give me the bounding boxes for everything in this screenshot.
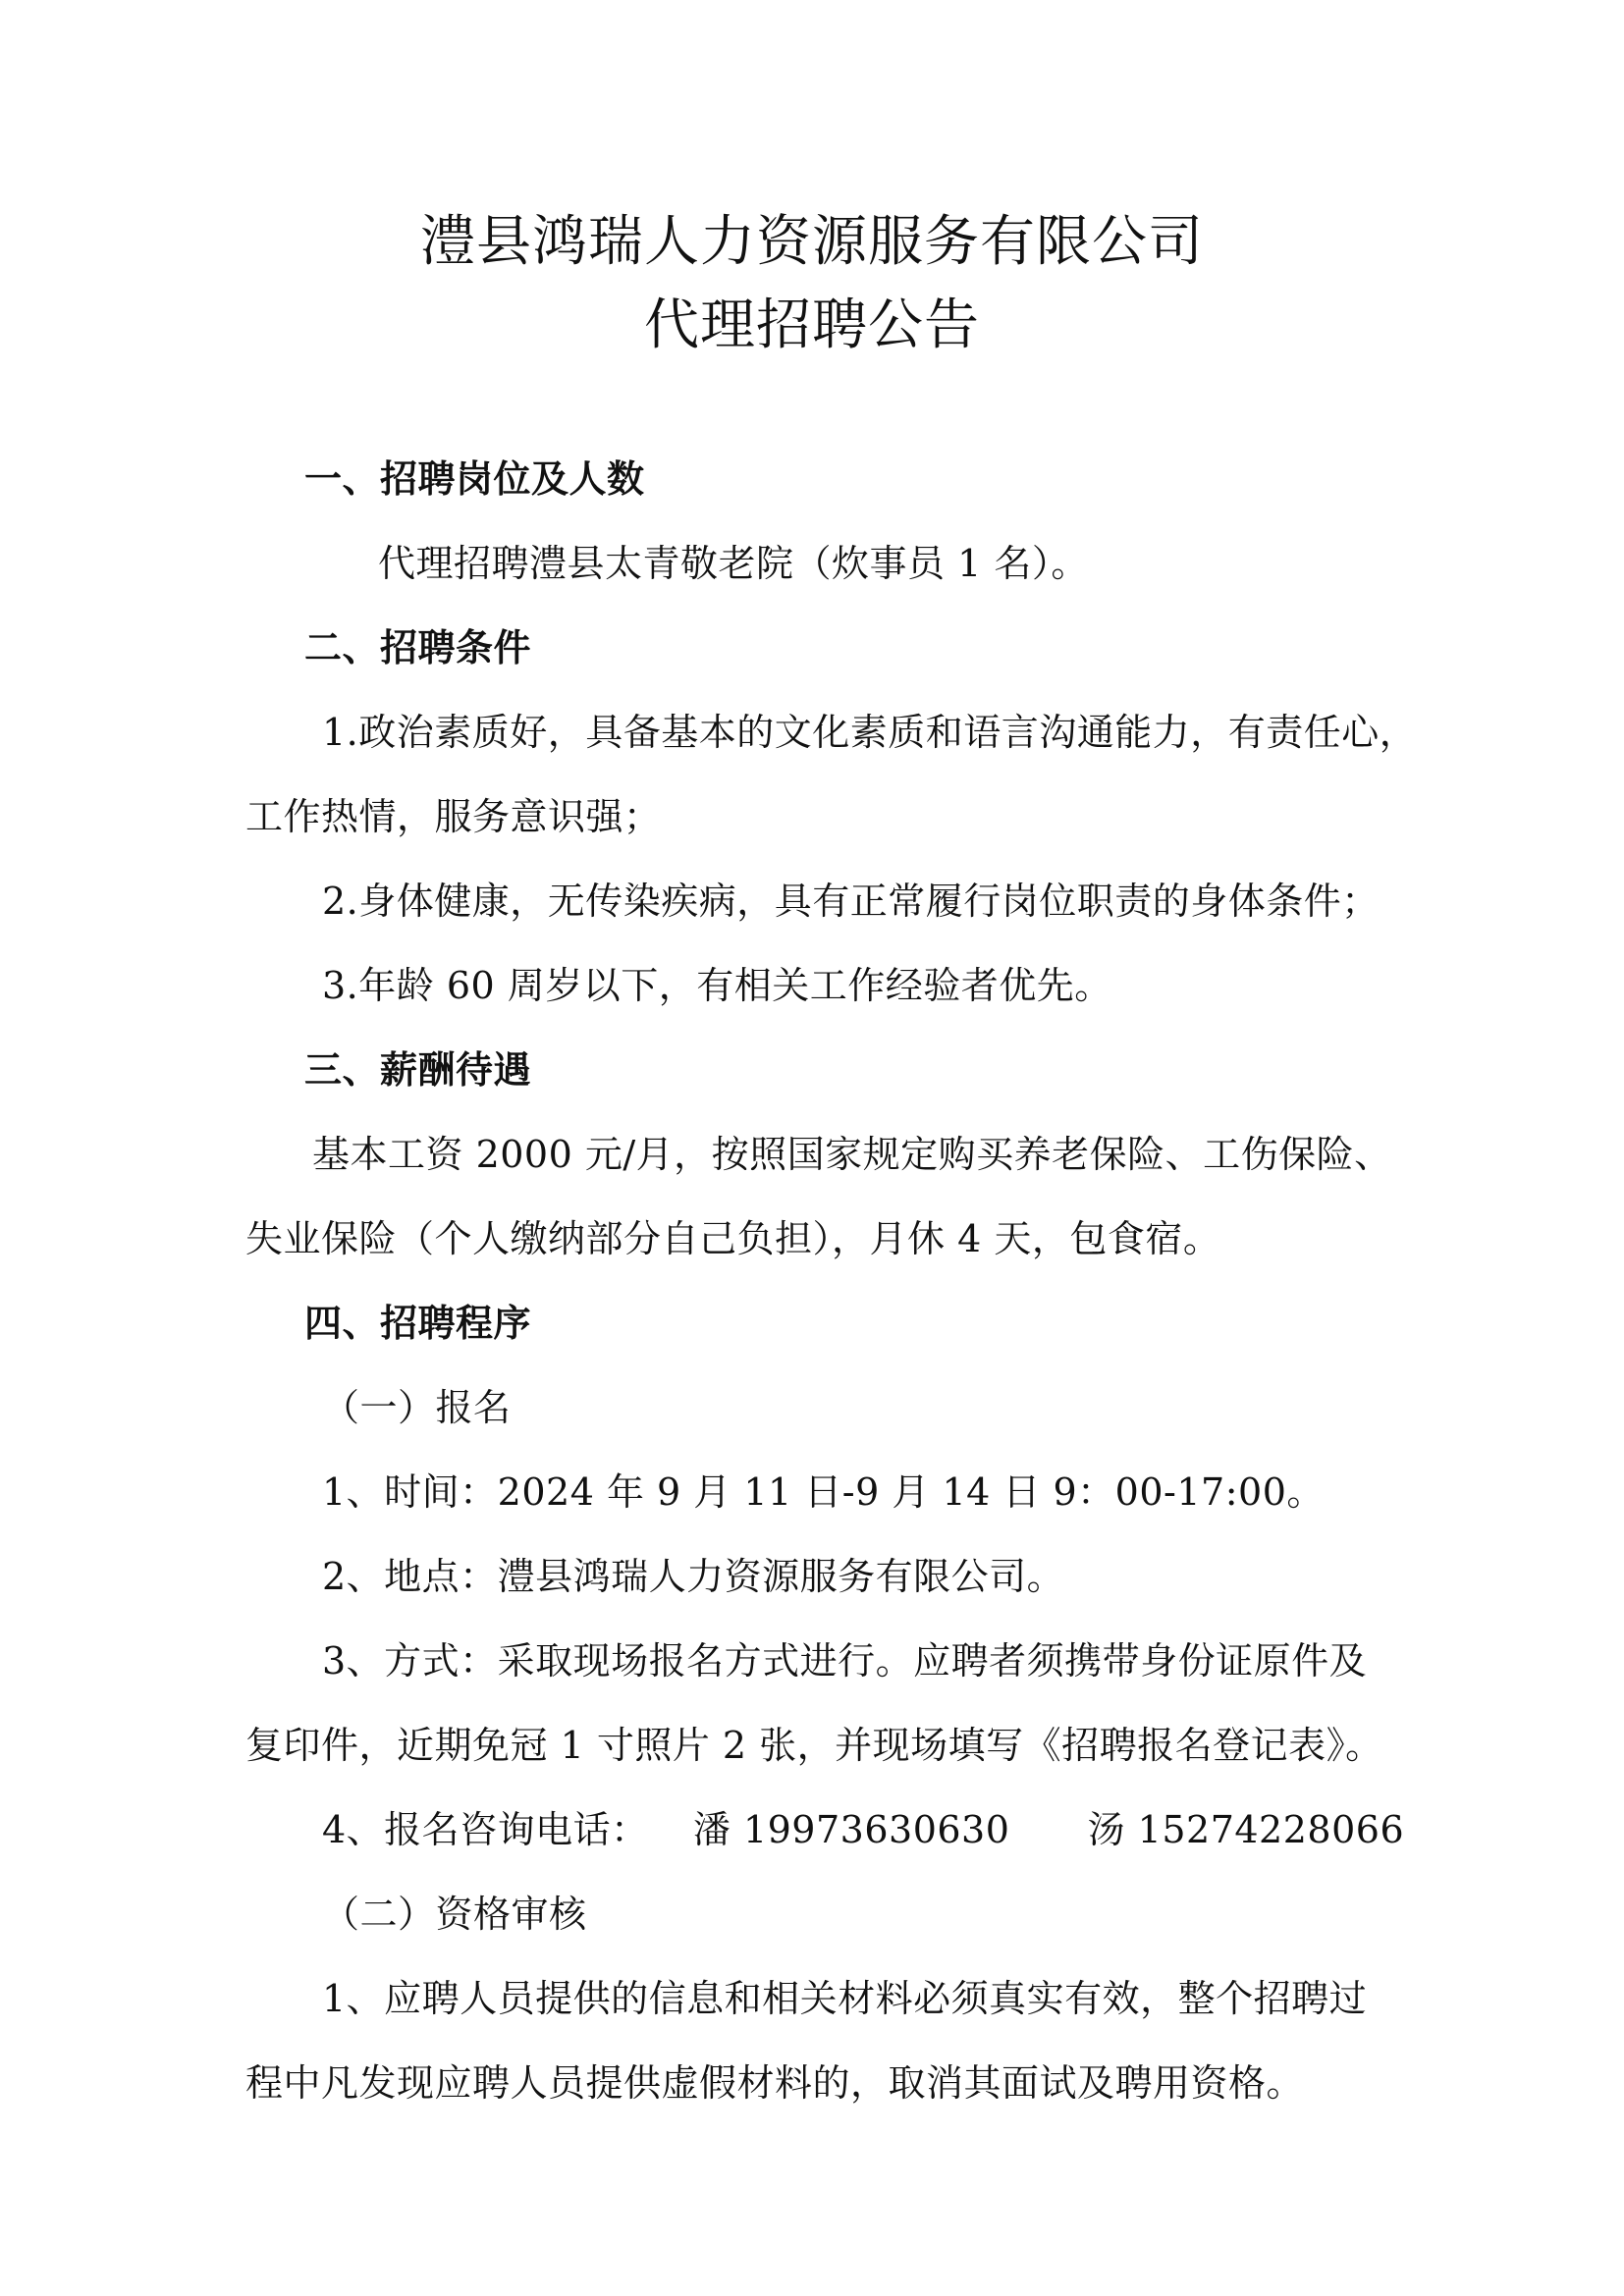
section3-heading: 三、薪酬待遇 <box>304 1048 532 1092</box>
qualification-item1-line2: 程中凡发现应聘人员提供虚假材料的，取消其面试及聘用资格。 <box>245 2061 1305 2105</box>
subsection-qualification-heading: （二）资格审核 <box>322 1893 587 1936</box>
phone-label: 4、报名咨询电话： <box>322 1808 649 1851</box>
registration-phone-line <box>322 1806 1404 1853</box>
section1-text: 代理招聘澧县太青敬老院（炊事员 1 名）。 <box>378 542 1089 585</box>
subsection-registration-heading: （一）报名 <box>322 1386 512 1429</box>
registration-method-line1: 3、方式：采取现场报名方式进行。应聘者须携带身份证原件及 <box>322 1639 1368 1682</box>
salary-line2: 失业保险（个人缴纳部分自己负担），月休 4 天，包食宿。 <box>245 1217 1221 1260</box>
qualification-item1-line1: 1、应聘人员提供的信息和相关材料必须真实有效，整个招聘过 <box>322 1977 1368 2020</box>
condition-item1-line1: 1.政治素质好，具备基本的文化素质和语言沟通能力，有责任心， <box>322 711 1418 754</box>
phone-contact-2: 汤 15274228066 <box>1087 1808 1405 1851</box>
section2-heading: 二、招聘条件 <box>304 626 532 669</box>
condition-item2: 2.身体健康，无传染疾病，具有正常履行岗位职责的身体条件； <box>322 880 1380 923</box>
registration-method-line2: 复印件，近期免冠 1 寸照片 2 张，并现场填写《招聘报名登记表》。 <box>245 1724 1383 1767</box>
section1-heading: 一、招聘岗位及人数 <box>304 457 645 501</box>
condition-item3: 3.年龄 60 周岁以下，有相关工作经验者优先。 <box>322 964 1112 1007</box>
document-title-line1: 澧县鸿瑞人力资源服务有限公司 <box>420 210 1204 274</box>
condition-item1-line2: 工作热情，服务意识强； <box>245 795 662 838</box>
phone-contact-1: 潘 19973630630 <box>692 1808 1010 1851</box>
section4-heading: 四、招聘程序 <box>304 1302 532 1345</box>
registration-place: 2、地点：澧县鸿瑞人力资源服务有限公司。 <box>322 1555 1065 1598</box>
salary-line1: 基本工资 2000 元/月，按照国家规定购买养老保险、工伤保险、 <box>312 1133 1392 1176</box>
document-title-line2: 代理招聘公告 <box>644 294 980 357</box>
registration-time: 1、时间：2024 年 9 月 11 日-9 月 14 日 9：00-17:00。 <box>322 1470 1325 1514</box>
